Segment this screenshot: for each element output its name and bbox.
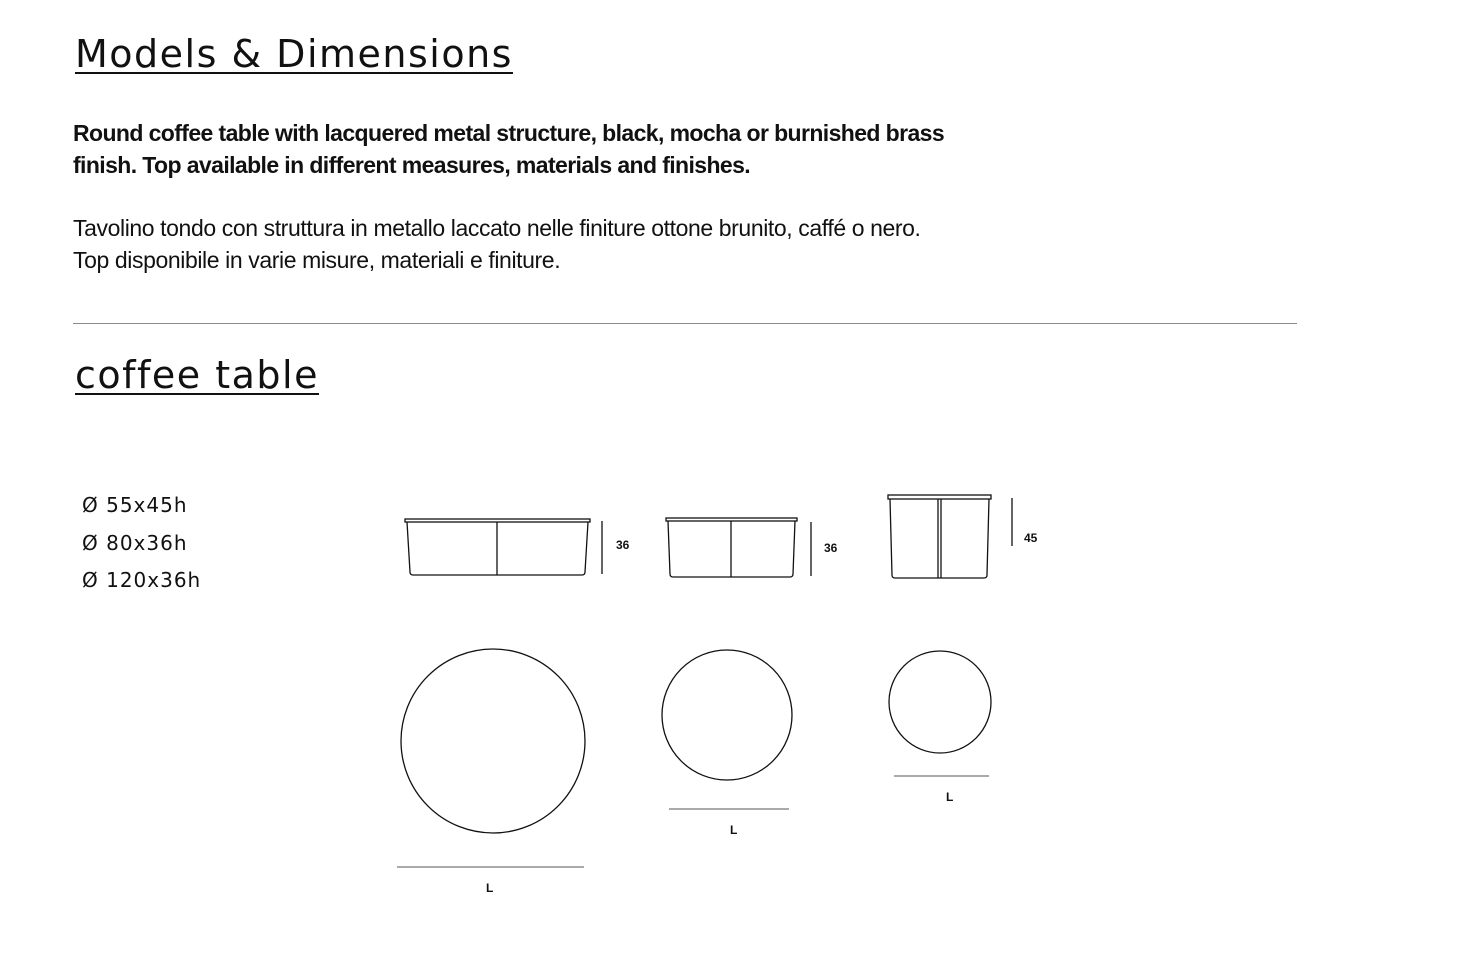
table-top-circle: [889, 651, 991, 753]
front-view-medium-table: [666, 518, 838, 577]
description-english-line: finish. Top available in different measures, materials and finishes.: [73, 152, 751, 178]
model-item: Ø 120x36h: [82, 568, 202, 592]
model-item: Ø 80x36h: [82, 530, 188, 555]
table-base-outline: [890, 499, 989, 578]
table-top-outline: [405, 519, 590, 522]
width-dimension-label: L: [946, 790, 954, 804]
section-title: coffee table: [75, 353, 319, 397]
front-view-large-table: [405, 519, 630, 575]
width-dimension-label: L: [486, 881, 494, 895]
width-dimension-label: L: [730, 823, 738, 837]
table-top-outline: [888, 495, 991, 499]
model-item: Ø 55x45h: [82, 493, 188, 517]
table-top-circle: [662, 650, 792, 780]
top-view-medium-table: [662, 650, 792, 837]
table-top-outline: [666, 518, 797, 521]
height-dimension-label: 45: [1024, 531, 1038, 545]
table-top-circle: [401, 649, 585, 833]
top-view-large-table: [397, 649, 585, 895]
page-title: Models & Dimensions: [75, 32, 513, 76]
front-view-small-table: [888, 495, 1038, 578]
height-dimension-label: 36: [616, 538, 630, 552]
description-italian-line: Top disponibile in varie misure, materiali e finiture.: [73, 247, 561, 273]
description-english-line: Round coffee table with lacquered metal structure, black, mocha or burnished brass: [73, 120, 945, 146]
height-dimension-label: 36: [824, 541, 838, 555]
description-italian-line: Tavolino tondo con struttura in metallo laccato nelle finiture ottone brunito, caffé o nero.: [73, 215, 921, 241]
top-view-small-table: [889, 651, 991, 804]
